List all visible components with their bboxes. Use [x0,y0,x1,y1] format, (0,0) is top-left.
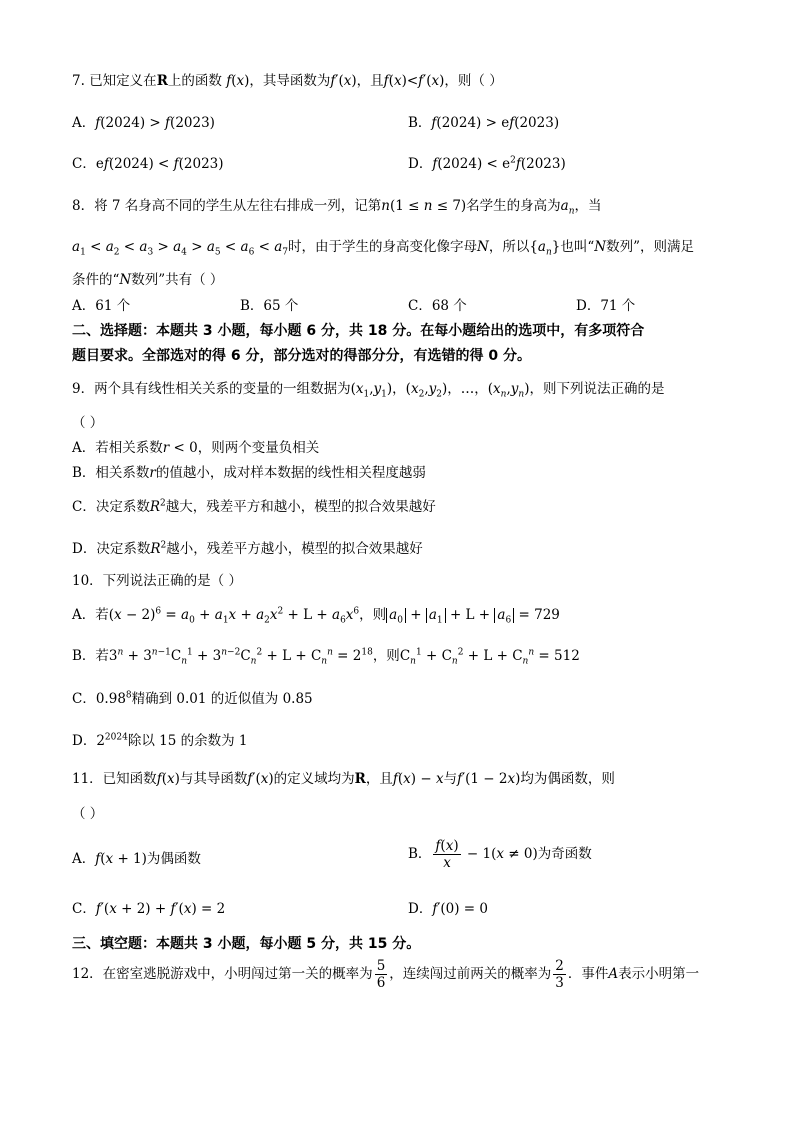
q7-number: 7. [72,73,85,89]
q11-option-a: A．f(x + 1)为偶函数 [72,851,201,867]
q8-option-c: C．68 个 [408,298,467,314]
q10-option-b: B．若$3^n + 3^{n-1}C_n^1 + 3^{n-2}C_n^2 + L + C_n^n = 2^{18}$，则$C_n^1 + C_n^2 + L + C_n^n = 512$ [72,647,580,667]
q7-option-a: A．f(2024) > f(2023) [72,115,215,131]
q7-option-c: C．ef(2024) < f(2023) [72,156,224,172]
q11-option-c: C．f′(x + 2) + f′(x) = 2 [72,901,226,917]
q7-stem: 7. 已知定义在R上的函数 f(x)，其导函数为f′(x)，且f(x)<f′(x)，则（ ） [72,73,503,89]
q11-option-b: B． $\frac{f(x)}{x}$ − 1(x ≠ 0)为奇函数 [408,838,592,871]
q10-option-c: C．0.98$^8$精确到 0.01 的近似值为 0.85 [72,690,313,707]
q7-option-d: D．$f(2024) < e^2f(2023)$ [408,155,566,172]
q8-stem-line2: $a_1 < a_2 < a_3 > a_4 > a_5 < a_6 < a_7$时，由于学生的身高变化像字母N，所以$\{a_n\}$也叫“N数列”，则满足 [72,239,694,258]
q8-option-b: B．65 个 [240,298,299,314]
section3-heading: 三、填空题：本题共 3 小题，每小题 5 分，共 15 分。 [72,936,421,952]
q8-stem-line3: 条件的“N数列”共有（ ） [72,272,224,288]
section2-heading-line1: 二、选择题：本题共 3 小题，每小题 6 分，共 18 分。在每小题给出的选项中，有多项符合 [72,323,645,339]
q11-stem: 11．已知函数f(x)与其导函数f′(x)的定义域均为R，且f(x) − x与f′(1 − 2x)均为偶函数，则 [72,771,615,787]
q9-paren: （ ） [72,415,104,431]
q8-stem-line1: 8．将 7 名身高不同的学生从左往右排成一列，记第n(1 ≤ n ≤ 7)名学生的身高为$a_n$，当 [72,198,602,217]
q9-option-c: C．决定系数$R^2$越大，残差平方和越小，模型的拟合效果越好 [72,498,436,515]
q9-option-d: D．决定系数$R^2$越小，残差平方越小，模型的拟合效果越好 [72,540,423,557]
q10-stem: 10．下列说法正确的是（ ） [72,573,242,589]
section2-heading-line2: 题目要求。全部选对的得 6 分，部分选对的得部分分，有选错的得 0 分。 [72,348,531,364]
q11-paren: （ ） [72,806,104,822]
q9-stem: 9．两个具有线性相关关系的变量的一组数据为$(x_1,y_1)$，$(x_2,y_2)$，…，$(x_n,y_n)$，则下列说法正确的是 [72,381,665,400]
q11-option-d: D．f′(0) = 0 [408,901,488,917]
q10-option-d: D．$2^{2024}$除以 15 的余数为 1 [72,732,248,749]
q9-option-b: B．相关系数r的值越小，成对样本数据的线性相关程度越弱 [72,465,426,481]
q7-option-b: B．f(2024) > ef(2023) [408,115,560,131]
q10-option-a: A．若$(x - 2)^6 = a_0 + a_1x + a_2x^2 + L + a_6x^6$，则 $a_0 + a_1 + L + a_6 = 729$ [72,606,560,626]
q9-option-a: A．若相关系数r < 0，则两个变量负相关 [72,440,320,456]
q8-option-a: A．61 个 [72,298,131,314]
q12-stem: 12．在密室逃脱游戏中，小明闯过第一关的概率为 $\frac{5}{6}$ ，连续闯过前两关的概率为 $\frac{2}{3}$ ．事件A表示小明第一 [72,958,700,991]
q8-option-d: D．71 个 [576,298,636,314]
